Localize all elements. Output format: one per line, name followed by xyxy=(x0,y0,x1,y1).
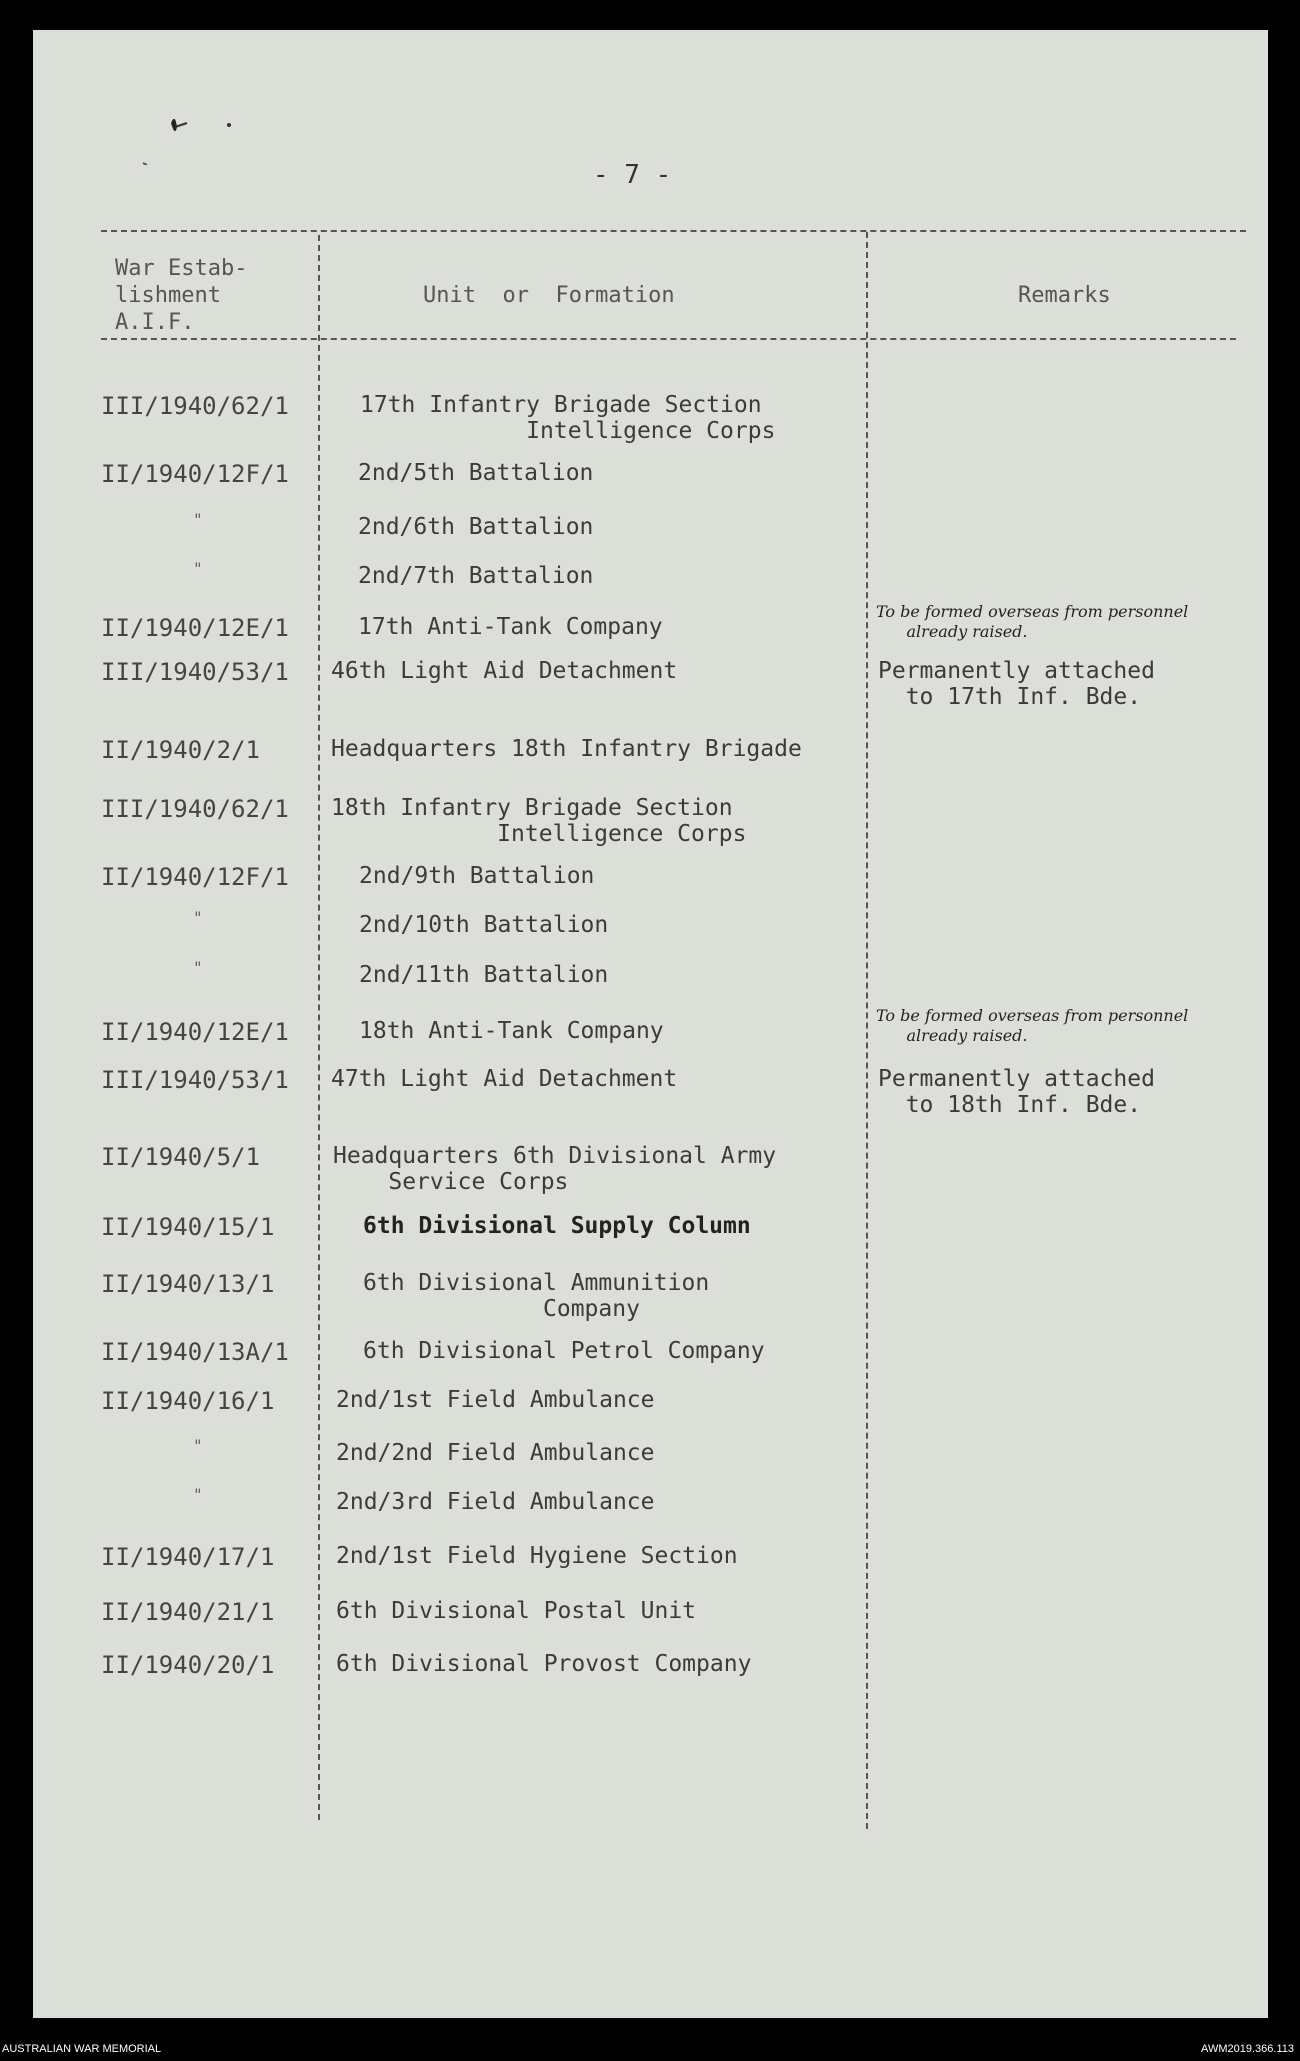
establishment-code: " xyxy=(193,1485,203,1504)
unit-or-formation: 2nd/2nd Field Ambulance xyxy=(336,1440,655,1466)
establishment-code: III/1940/53/1 xyxy=(101,658,289,686)
column-divider-1 xyxy=(318,235,320,1820)
column-header-unit: Unit or Formation xyxy=(423,283,675,308)
establishment-code: II/1940/12E/1 xyxy=(101,614,289,642)
unit-or-formation: 6th Divisional Postal Unit xyxy=(336,1598,697,1624)
establishment-code: II/1940/17/1 xyxy=(101,1543,275,1571)
establishment-code: II/1940/15/1 xyxy=(101,1213,275,1241)
header-top-rule xyxy=(101,230,1246,232)
handwritten-remark: To be formed overseas from personnel already raised. xyxy=(876,1006,1189,1045)
establishment-code: II/1940/20/1 xyxy=(101,1651,275,1679)
unit-or-formation: Headquarters 18th Infantry Brigade xyxy=(331,736,802,762)
unit-or-formation: 2nd/1st Field Hygiene Section xyxy=(336,1543,738,1569)
unit-or-formation: 17th Anti-Tank Company xyxy=(358,614,663,640)
unit-or-formation: 46th Light Aid Detachment xyxy=(331,658,678,684)
handwritten-remark: To be formed overseas from personnel already raised. xyxy=(876,602,1189,641)
establishment-code: II/1940/2/1 xyxy=(101,736,260,764)
unit-or-formation: 47th Light Aid Detachment xyxy=(331,1066,678,1092)
establishment-code: II/1940/13/1 xyxy=(101,1270,275,1298)
document-page xyxy=(33,30,1268,2018)
establishment-code: " xyxy=(193,908,203,927)
establishment-code: II/1940/12F/1 xyxy=(101,460,289,488)
unit-or-formation: 2nd/1st Field Ambulance xyxy=(336,1387,655,1413)
unit-or-formation: 2nd/7th Battalion xyxy=(358,563,594,589)
column-divider-2 xyxy=(866,232,868,1829)
unit-or-formation: 2nd/6th Battalion xyxy=(358,514,594,540)
unit-or-formation: 6th Divisional Supply Column xyxy=(363,1213,751,1239)
footer-source: AUSTRALIAN WAR MEMORIAL xyxy=(2,2043,162,2055)
unit-or-formation: 2nd/10th Battalion xyxy=(359,912,609,938)
establishment-code: II/1940/12F/1 xyxy=(101,863,289,891)
unit-or-formation: 6th Divisional Ammunition Company xyxy=(363,1270,710,1322)
remarks-text: Permanently attached to 17th Inf. Bde. xyxy=(878,658,1155,710)
unit-or-formation: 6th Divisional Provost Company xyxy=(336,1651,752,1677)
column-header-remarks: Remarks xyxy=(1018,283,1111,308)
unit-or-formation: 18th Infantry Brigade Section Intelligence Corps xyxy=(331,795,747,847)
unit-or-formation: 2nd/11th Battalion xyxy=(359,962,609,988)
remarks-text: Permanently attached to 18th Inf. Bde. xyxy=(878,1066,1155,1118)
unit-or-formation: 17th Infantry Brigade Section Intelligence Corps xyxy=(360,392,776,444)
establishment-code: " xyxy=(193,1436,203,1455)
establishment-code: II/1940/16/1 xyxy=(101,1387,275,1415)
establishment-code: II/1940/21/1 xyxy=(101,1598,275,1626)
unit-or-formation: 2nd/3rd Field Ambulance xyxy=(336,1489,655,1515)
establishment-code: " xyxy=(193,958,203,977)
page-number: - 7 - xyxy=(593,160,672,190)
establishment-code: II/1940/12E/1 xyxy=(101,1018,289,1046)
establishment-code: II/1940/5/1 xyxy=(101,1143,260,1171)
establishment-code: III/1940/62/1 xyxy=(101,392,289,420)
unit-or-formation: 6th Divisional Petrol Company xyxy=(363,1338,765,1364)
column-header-establishment: War Estab- lishment A.I.F. xyxy=(115,256,248,335)
establishment-code: III/1940/53/1 xyxy=(101,1066,289,1094)
establishment-code: II/1940/13A/1 xyxy=(101,1338,289,1366)
footer-accession-number: AWM2019.366.113 xyxy=(1201,2043,1294,2055)
unit-or-formation: Headquarters 6th Divisional Army Service Corps xyxy=(333,1143,777,1195)
unit-or-formation: 18th Anti-Tank Company xyxy=(359,1018,664,1044)
establishment-code: " xyxy=(193,510,203,529)
unit-or-formation: 2nd/9th Battalion xyxy=(359,863,595,889)
unit-or-formation: 2nd/5th Battalion xyxy=(358,460,594,486)
header-bottom-rule xyxy=(101,338,1236,340)
establishment-code: " xyxy=(193,559,203,578)
ink-blot-marks xyxy=(133,85,283,165)
establishment-code: III/1940/62/1 xyxy=(101,795,289,823)
